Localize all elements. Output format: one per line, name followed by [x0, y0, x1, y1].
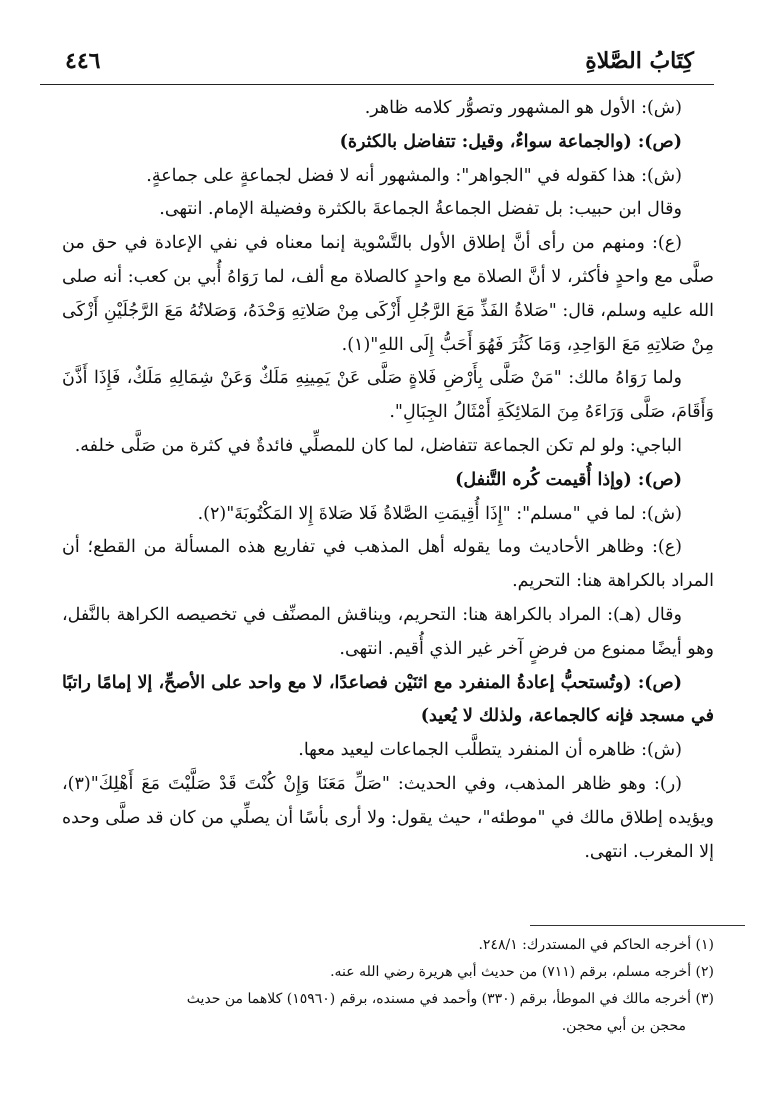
paragraph-8-matn: (ص): (وإذا أُقيمت كُره التَّنفل) [455, 469, 682, 490]
footnotes [62, 932, 714, 1040]
paragraph-6: ولما رَوَاهُ مالك: "مَنْ صَلَّى بِأَرْضِ فَلاةٍ صَلَّى عَنْ يَمِينِهِ مَلَكٌ وَعَنْ شِمَالِهِ مَلَكٌ، فَإِذَا أَذَّنَ وَأَقَامَ، صَلَّى وَرَاءَهُ مِنَ المَلائِكَةِ أَمْثَالُ الجِبَالِ". [62, 368, 714, 423]
page-header [40, 40, 714, 80]
chapter-title: كِتَابُ الصَّلاةِ [585, 48, 694, 74]
paragraph-9: (ش): لما في "مسلم": "إِذَا أُقِيمَتِ الصَّلاةُ فَلا صَلاةَ إِلا المَكْتُوبَةَ"(٢). [197, 503, 682, 524]
footnote-3: (٣) أخرجه مالك في الموطأ، برقم (٣٣٠) وأحمد في مسنده، برقم (١٥٩٦٠) كلاهما من حديث [186, 991, 714, 1007]
paragraph-3: (ش): هذا كقوله في "الجواهر": والمشهور أنه لا فضل لجماعةٍ على جماعةٍ. [146, 165, 682, 186]
paragraph-10: (ع): وظاهر الأحاديث وما يقوله أهل المذهب في تفاريع هذه المسألة من القطع؛ أن المراد بالكراهة هنا: التحريم. [62, 537, 714, 592]
paragraph-5: (ع): ومنهم من رأى أنَّ إطلاق الأول بالتَّسْوية إنما معناه في نفي الإعادة في حق من صلَّى مع واحدٍ فأكثر، لا أنَّ الصلاة مع واحدٍ كالصلاة مع ألف، لما رَوَاهُ أُبي بن كعب: أنه صلى الله عليه وسلم، قال: "صَلاةُ الفَذِّ مَعَ الرَّجُلِ أَزْكَى مِنْ صَلاتِهِ وَحْدَهُ، وَصَلاتُهُ مَعَ الرَّجُلَيْنِ أَزْكَى مِنْ صَلاتِهِ مَعَ الوَاحِدِ، وَمَا كَثُرَ فَهُوَ أَحَبُّ إِلَى اللهِ"(١). [62, 233, 714, 355]
footnote-1: (١) أخرجه الحاكم في المستدرك: ٢٤٨/١. [478, 937, 714, 953]
page-number: ٤٤٦ [65, 48, 101, 74]
paragraph-12-matn: (ص): (وتُستحبُّ إعادةُ المنفرد مع اثنَيْن فصاعدًا، لا مع واحد على الأصحِّ، إلا إمامًا راتبًا في مسجد فإنه كالجماعة، ولذلك لا يُعيد) [62, 672, 714, 727]
paragraph-7: الباجي: ولو لم تكن الجماعة تتفاضل، لما كان للمصلِّي فائدةٌ في كثرة من صَلَّى خلفه. [74, 435, 682, 456]
footnote-rule [530, 925, 745, 926]
paragraph-13: (ش): ظاهره أن المنفرد يتطلَّب الجماعات ليعيد معها. [298, 740, 682, 761]
paragraph-4: وقال ابن حبيب: بل تفضل الجماعةُ الجماعةَ بالكثرة وفضيلة الإمام. انتهى. [159, 199, 682, 220]
paragraph-1: (ش): الأول هو المشهور وتصوُّر كلامه ظاهر. [364, 98, 682, 118]
footnote-3-continued: محجن بن أبي محجن. [561, 1018, 686, 1034]
header-rule [40, 84, 714, 85]
paragraph-14: (ر): وهو ظاهر المذهب، وفي الحديث: "صَلِّ مَعَنَا وَإِنْ كُنْتَ قَدْ صَلَّيْتَ مَعَ أَهْلِكَ"(٣)، ويؤيده إطلاق مالك في "موطئه"، حيث يقول: ولا أرى بأسًا أن يصلِّي من كان قد صلَّى وحده إلا المغرب. انتهى. [62, 773, 714, 862]
paragraph-11: وقال (هـ): المراد بالكراهة هنا: التحريم، ويناقش المصنِّف في تخصيصه الكراهة بالنَّفل، وهو أيضًا ممنوع من فرضٍ آخر غير الذي أُقيم. انتهى. [62, 604, 714, 659]
page-body [62, 92, 714, 869]
paragraph-2-matn: (ص): (والجماعة سواءٌ، وقيل: تتفاضل بالكثرة) [339, 131, 682, 152]
footnote-2: (٢) أخرجه مسلم، برقم (٧١١) من حديث أبي هريرة رضي الله عنه. [330, 964, 714, 980]
